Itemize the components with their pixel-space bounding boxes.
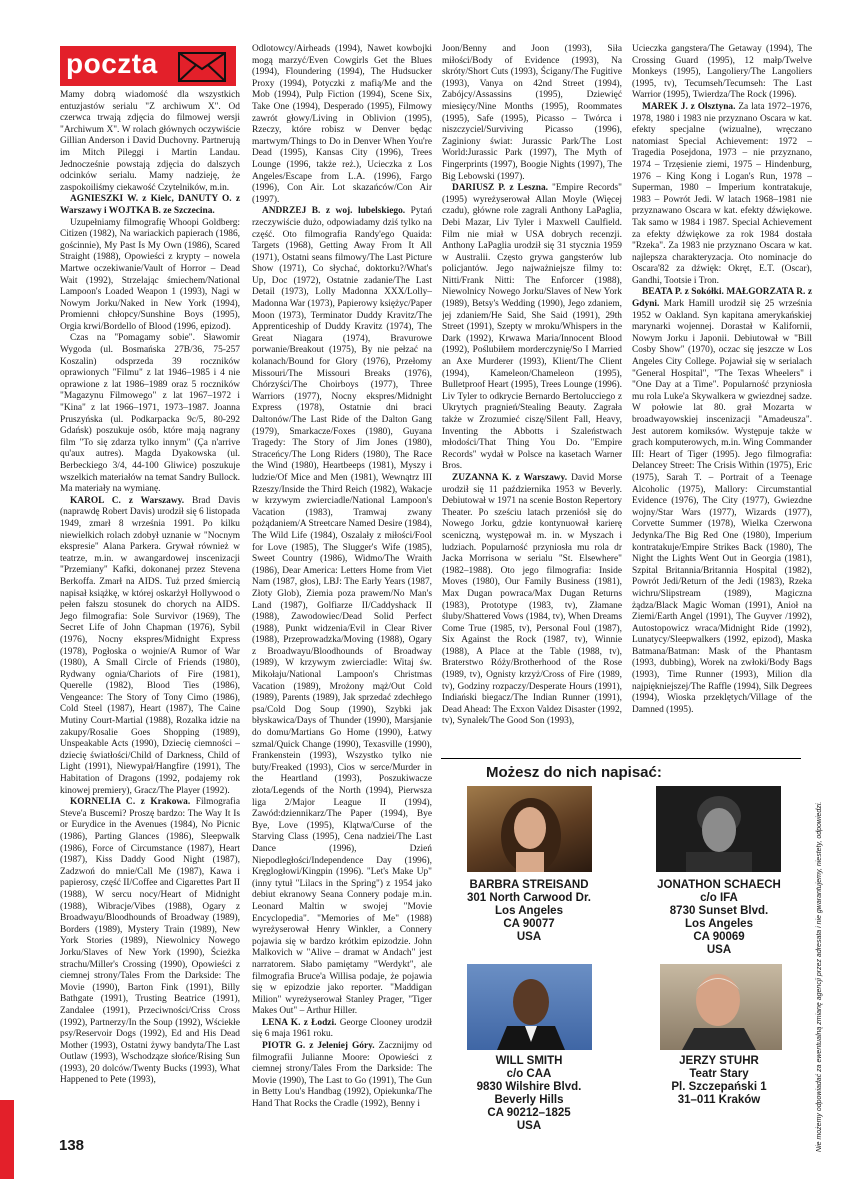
reader-name: BEATA P. z Sokółki. MAŁGORZATA R. z Gdyni.: [632, 287, 812, 310]
paragraph-text: Mark Hamill urodził się 25 września 1952 w Oakland. Syn kapitana amerykańskiej marynarki wojennej. Dorastał w Kalifornii, Nowym Jorku i Japonii. Debiutował w "Bill Cosby Show" (1970), oczac się jeszcze w Los Angeles City College. Pojawiał się w serialach "General Hospital", "The Texas Wheelers" i "One Day at a Time". Popularność przyniosła mu rola Luke'a Skywalkera w gwiezdnej sadze. W połowie lat 80. grał Mozarta w broadwayowskiej inscenizacji "Amadeusza". Jest autorem komiksów. Występuje także w grach komputerowych, m.in. Wing Commander III: Heart of Tiger (1995). Jego filmografia: Delancey Street: The Crisis Within (1975), Eric (1975), Sarah T. – Portrait of a Teenage Alcoholic (1975), Mallory: Circumstantial Evidence (1976), The City (1977), Gwiezdne wojny/Star Wars (1977), Wizards (1977), Corvette Summer (1978), Wielka Czerwona Jedynka/The Big Red One (1980), Imperium kontratakuje/Empire Strikes Back (1980), The Night the Lights Went Out in Georgia (1981), Szpital Britannia/Britannia Hospital (1982), Powrót Jedi/Return of the Jedi (1983), Rzeka wichru/Slipstream (1989), Magiczna żądza/Black Magic Woman (1991), Anioł na Ziemi/Earth Angel (1991), The Guyver /1992), Autostopowicz wraca/Midnight Ride (1992), Lunatycy/Sleepwalkers (1992, epizod), Maska Batmana/Batman: Mask of the Phantasm (1993, dubbing), Worek na zwłoki/Body Bags (1993), Time Runner (1993), Milion dla najpiękniejszej/The Raffle (1994), Silk Degrees (1994), Wioska przeklętych/Village of the Damned (1995).: [632, 299, 812, 715]
paragraph-text: Brad Davis (naprawdę Robert Davis) urodził się 6 listopada 1949, zmarł 8 września 1991. Po kilku niewielkich rolach zdobył uznanie w "Nocnym ekspresie" Alana Parkera. Grywał również w teatrze, m.in. w awangardowej inscenizacji "Przemiany" Kafki, dokonanej przez Stevena Berkoffa. Zmarł na AIDS. Tuż przed śmiercią napisał książkę, w której oskarżył Hollywood o pełen fałszu stosunek do chorych na AIDS. Jego filmografia: Sole Survivor (1969), The Secret Life of John Chapman (1976), Sybil (1976), Nocny ekspres/Midnight Express (1978), Pogłoska o wojnie/A Rumor of War (1980), A Small Circle of Friends (1980), Rydwany ognia/Chariots of Fire (1981), Querelle (1982), Blood Ties (1986), Vengeance: The Story of Tony Cimo (1986), Cold Steel (1987), Heart (1987), The Caine Mutiny Court-Martial (1988), Rozalka idzie na zakupy/Rosalie Goes Shopping (1989), Unspeakable Acts (1990), Dziecię ciemności – dziecię światłości/Child of Darkness, Child of Light (1991), Niewypał/Hangfire (1991), The Habitation of Dragons (1992, podajemy rok kinowej premiery), Gracz/The Player (1992).: [60, 495, 240, 796]
address-line: c/o CAA: [506, 1068, 552, 1080]
address-line: CA 90069: [693, 931, 745, 943]
paragraph: [60, 797, 240, 1087]
address-jonathon-schaech: [634, 879, 804, 957]
address-line: Los Angeles: [495, 905, 563, 917]
paragraph: [252, 206, 432, 1018]
photo-barbra-streisand: [467, 786, 592, 872]
paragraph: [632, 287, 812, 716]
paragraph: [60, 218, 240, 334]
address-will-smith: [444, 1055, 614, 1133]
text-column-1: [60, 90, 240, 1130]
paragraph-text: Uzupełniamy filmografię Whoopi Goldberg: Citizen (1982), Na wariackich papierach (1986, gościnnie), My Past Is My Own (1986), Scared Straight (1988), Opowieści z krypty – nowela Martwe oczekiwanie/Vault of Horror – Dead Wait (1992), Strzelając śmiechem/National Lampoon's Loaded Weapon 1 (1993), Nagi w Nowym Jorku/Naked in New York (1994), Promienni chłopcy/Sunshine Boys (1995), Orgia krwi/Bordello of Blood (1996, epizod).: [60, 217, 240, 332]
paragraph: [442, 44, 622, 183]
reader-name: AGNIESZKI W. z Kielc, DANUTY O. z Warszawy i WOJTKA B. ze Szczecina.: [60, 194, 240, 216]
reader-name: DARIUSZ P. z Leszna.: [452, 183, 549, 194]
paragraph-text: Za lata 1972–1976, 1978, 1980 i 1983 nie przyznano Oscara w kat. efekty specjalne (wizualne), wręczano natomiast Special Achievement: 1972 – Tragedia Posejdona, 1973 – nie przyznano, 1974 – Trzęsienie ziemi, 1975 – Hindenburg, 1976 – King Kong i Logan's Run, 1978 – Superman, 1980 – Imperium kontratakuje, 1983 – Powrót Jedi. W latach 1968–1981 nie przyznawano Oscara w kat. efekty dźwiękowe. Tak samo w 1984 i 1987. Special Achievement za efekty dźwiękowe za rok 1984 dostała "Rzeka". Za 1983 nie przyznano Oscara w kat. najlepsza charakteryzacja. Oto nominacje do Oscara'82 za dźwięk: Okręt, E.T. (Oscar), Gandhi, Tootsie i Tron.: [632, 101, 812, 286]
paragraph-text: Zacznijmy od filmografii Julianne Moore: Opowieści z ciemnej strony/Tales From the Darkside: The Movie (1990), The Last to Go (1991), The Gun in Betty Lou's Handbag (1992), Opiekunka/The Hand That Rocks the Cradle (1992), Benny i: [252, 1041, 432, 1110]
address-barbra-streisand: [444, 879, 614, 944]
paragraph: [60, 496, 240, 797]
reader-name: KAROL C. z Warszawy.: [70, 495, 185, 506]
address-line: Beverly Hills: [494, 1094, 564, 1106]
paragraph: [442, 183, 622, 473]
reader-name: ANDRZEJ B. z woj. lubelskiego.: [262, 206, 406, 217]
section-title: poczta: [66, 48, 158, 79]
paragraph: [60, 90, 240, 194]
page-edge-marker: [0, 1100, 14, 1179]
paragraph-text: Joon/Benny and Joon (1993), Siła miłości/Body of Evidence (1993), Na skróty/Short Cuts (1993), Ścigany/The Fugitive (1993), Vanya on 42nd Street (1994), Zabójcy/Assassins (1995), Dziewięć miesięcy/Nine Months (1995), Roommates (1995), Safe (1995), Picasso – Twórca i niszczyciel/Surviving Picasso (1996), Zaginiony świat: Jurassic Park/The Lost World:Jurassic Park (1997), The Myth of Fingerprints (1997), Boogie Nights (1997), The Big Lebowski (1997).: [442, 44, 622, 182]
address-line: CA 90077: [503, 918, 555, 930]
address-name: JERZY STUHR: [679, 1055, 759, 1067]
paragraph-text: Mamy dobrą wiadomość dla wszystkich entuzjastów serialu "Z archiwum X". Od czerwca trwają zdjęcia do filmowej wersji "Archiwum X". W rolach głównych oczywiście Gillian Anderson i David Duchovny. Partnerują im Mitch Pileggi i Martin Landau. Jednocześnie powstają zdjęcia do dalszych odcinków serialu. Mamy nadzieję, że zaspokoiliśmy ciekawość Czytelników, m.in.: [60, 90, 240, 193]
text-column-2: [252, 44, 432, 1144]
reader-name: LENA K. z Łodzi.: [262, 1017, 337, 1028]
address-jerzy-stuhr: [634, 1055, 804, 1107]
reader-name: MAREK J. z Olsztyna.: [642, 101, 736, 112]
address-name: BARBRA STREISAND: [469, 879, 589, 891]
photo-jerzy-stuhr: [660, 964, 782, 1050]
photo-jonathon-schaech: [656, 786, 781, 872]
address-line: USA: [516, 931, 542, 943]
address-line: Teatr Stary: [689, 1068, 749, 1080]
portrait-icon: [467, 964, 592, 1050]
address-line: USA: [516, 1120, 542, 1132]
paragraph-text: George Clooney urodził się 6 maja 1961 roku.: [252, 1017, 432, 1040]
paragraph-text: "Empire Records" (1995) wyreżyserował Allan Moyle (Więcej czadu), główne role zagrali Anthony LaPaglia, Debi Mazar, Liv Tyler i Maxwell Caulfield. Film nie miał w USA dobrych recenzji. Anthony LaPaglia urodził się 31 stycznia 1959 w Australii. Często grywa gangsterów lub policjantów. Jego najważniejsze filmy to: Nitti/Frank Nitti: The Enforcer (1988), Niewolnicy Nowego Jorku/Slaves of New York (1989), Betsy's Wedding (1990), Jego zdaniem, jej zdaniem/He Said, She Said (1991), 29th Street (1991), Szepty w mroku/Whispers in the Dark (1992), Krwawa Maria/Innocent Blood (1992), Poślubiłem morderczynię/So I Married an Axe Murderer (1993), Klient/The Client (1994), Kameleon/Chameleon (1995), Bulletproof Heart (1995), Trees Lounge (1996). Liv Tyler to odkrycie Bernardo Bertolucciego z Ukrytych pragnień/Stealing Beauty. Zagrała także w Zrozumieć ciszę/Silent Fall, Heavy, Inventing the Abbotts i Szaleństwach młodości/That Thing You Do. "Empire Records" wydał w Polsce na kasetach Warner Bros.: [442, 183, 622, 472]
reader-name: KORNELIA C. z Krakowa.: [70, 797, 191, 808]
address-divider: [441, 758, 801, 759]
paragraph-text: Filmografia Steve'a Buscemi? Proszę bardzo: The Way It Is or Eurydice in the Avenues (1984), No Picnic (1986), Parting Glances (1986), Sleepwalk (1986), Force of Circumstance (1987), Heart (1987), Kiss Daddy Good Night (1987), Zadzwoń do mnie/Call Me (1987), Kawa i papierosy, część II/Coffee and Cigarettes Part II (1988), W sercu nocy/Heart of Midnight (1988), Wibracje/Vibes (1988), Ogary z Broadwayu/Bloodhounds of Broadway (1989), Borders (1989), Mystery Train (1989), New York Stories (1989), Niewolnicy Nowego Jorku/Slaves of New York (1990), Ścieżka strachu/Miller's Crossing (1990), Opowieści z ciemnej strony/Tales From the Darkside: The Movie (1990), Barton Fink (1991), Billy Bathgate (1991), Trusting Beatrice (1991), Zandalee (1991), Przeciwności/Criss Cross (1992), Partnerzy/In the Soup (1992), Wściekłe psy/Reservoir Dogs (1992), Ed and His Dead Mother (1993), Ostatni żywy bandyta/The Last Outlaw (1993), Wschodząze słońce/Rising Sun (1993), 20 dolców/Twenty Bucks (1993), What Happened to Pete (1993),: [60, 797, 240, 1086]
address-line: c/o IFA: [700, 892, 738, 904]
portrait-icon: [656, 786, 781, 872]
reader-name: PIOTR G. z Jeleniej Góry.: [262, 1041, 375, 1052]
text-column-3: [442, 44, 622, 754]
paragraph: [60, 333, 240, 495]
address-line: Pl. Szczepański 1: [671, 1081, 767, 1093]
address-line: 8730 Sunset Blvd.: [669, 905, 769, 917]
paragraph: [252, 44, 432, 206]
reader-name: ZUZANNA K. z Warszawy.: [452, 472, 568, 483]
paragraph: [632, 102, 812, 288]
paragraph: [60, 194, 240, 217]
address-line: CA 90212–1825: [487, 1107, 571, 1119]
text-column-4: [632, 44, 812, 754]
paragraph: [442, 473, 622, 728]
address-line: USA: [706, 944, 732, 956]
address-line: 31–011 Kraków: [677, 1094, 761, 1106]
paragraph: [252, 1018, 432, 1041]
paragraph-text: Czas na "Pomagamy sobie". Sławomir Wygoda (ul. Bosmańska 27B/36, 75-257 Koszalin) odsprzeda 39 roczników oprawionych "Filmu" z lat 1946–1985 i 4 nie oprawione z lat 1986–1989 oraz 5 roczników "Magazynu Filmowego" z lat 1967–1972 i "Kina" z lat 1966–1971, 1973–1987. Joanna Pruszyńska (ul. Podkarpacka 9c/5, 80-292 Gdańsk) poszukuje osób, które mają nagrany film "To się zdarza tylko innym" (Ça n'arrive qu'aux autres). Magda Dyakowska (ul. Berbeckiego 3/4, 44-100 Gliwice) poszukuje wszelkich materiałów na temat Sandry Bullock. Ma materiały na wymianę.: [60, 333, 240, 495]
paragraph-text: Odlotowcy/Airheads (1994), Nawet kowbojki mogą marzyć/Even Cowgirls Get the Blues (1994), Floundering (1994), The Hudsucker Proxy (1994), Potyczki z mafią/Me and the Mob (1994), Pulp Fiction (1994), Scene Six, Take One (1994), Desperado (1995), Filmowy zawrót głowy/Living in Oblivion (1995), Rzeczy, które robisz w Denver będąc martwym/Things to Do in Denver When You're Dead (1995), Kansas City (1996), Trees Lounge (1996, także reż.), Ucieczka z Los Angeles/Escape from L.A. (1996), Fargo (1996), Con Air. Lot skazańców/Con Air (1997).: [252, 44, 432, 205]
paragraph-text: Pytań rzeczywiście dużo, odpowiadamy dziś tylko na część. Oto filmografia Randy'ego Quaida: Targets (1968), Getting Away From It All (1971), Ostatni seans filmowy/The Last Picture Show (1971), Co słychać, doktorku?/What's Up, Doc (1972), Ostatnie zadanie/The Last Detail (1973), Lolly Madonna XXX/Lolly–Madonna War (1973), Papierowy księżyc/Paper Moon (1973), Terminator Duddy Kravitz/The Apprenticeship of Duddy Kravitz (1974), The Great Niagara (1974), Bravurowe porwanie/Breakout (1975), By nie pełzać na kolanach/Bound for Glory (1976), Przełomy Missouri/The Missouri Breaks (1976), Chórzyści/The Choirboys (1977), Three Warriors (1977), Nocny ekspres/Midnight Express (1978), Ostatnie dni braci Daltonów/The Last Ride of the Dalton Gang (1979), Smarkacze/Foxes (1980), Guyana Tragedy: The Story of Jim Jones (1980), Straceńcy/The Long Riders (1980), The Race the Wind (1980), Heartbeeps (1981), Myszy i ludzie/Of Mice and Men (1981), Wewnątrz III Rzeszy/Inside the Third Reich (1982), Wakacje w krzywym zwierciadle/National Lampoon's Vacation (1983), Tramwaj zwany pożądaniem/A Streetcare Named Desire (1984), The Wild Life (1984), Oszalały z miłości/Fool for Love (1985), The Slugger's Wife (1985), Sweet Country (1986), Widmo/The Wraith (1986), Dear America: Letters Home from Viet Nam (1987, głos), LBJ: The Early Years (1987, Złoty Glob), Ziemia poza prawem/No Man's Land (1987), Golfiarze II/Caddyshack II (1988), Zawodowiec/Dead Solid Perfect (1988), Punkt widzenia/Evil in Clear River (1988), Przeprowadzka/Moving (1988), Ogary z Broadwayu/Bloodhounds of Broadway (1989), W krzywym zwierciadle: Witaj św. Mikołaju/National Lampoon's Christmas Vacation (1989), Mrożony mąż/Out Cold (1989), Parents (1989), Jak sprzedać zdechłego psa/Cold Dog Soup (1990), Szybki jak błyskawica/Days of Thunder (1990), Marsjanie do domu/Martians Go Home (1990), Łatwy szmal/Quick Change (1990), Texasville (1990), Frankenstein (1993), Wszystko tylko nie buty/Freaked (1993), Cios w serce/Murder in the Heartland (1993), Poszukiwacze złota/Legends of the North (1994), Pierwsza liga 2/Major League II (1994), Zawód:dziennikarz/The Paper (1994), Bye Bye, Love (1995), Klątwa/Curse of the Starving Class (1995), Cena nadziei/The Last Dance (1996), Dzień Niepodległości/Independence Day (1996), Kręglogłowi/Kingpin (1996). "Let's Make Up" (inny tytuł "Lilacs in the Spring") z 1954 jako debiut ekranowy Seana Connery podaje m.in. Leonard Maltin w swojej "Movie Encyclopedia". "Memories of Me" (1988) wyreżyserował Henry Winkler, a Connery pojawia się w bardzo krótkim epizodzie. John Malkovich w "Alive – dramat w Andach" jest narratorem. Słabo pamiętamy "Werdykt", ale filmografia Bruce'a Willisa podaje, że pojawia się w epizodzie jako reporter. "Maddigan Milion" wyreżyserował Stanley Prager, "Tiger Makes Out" – Arthur Hiller.: [252, 206, 432, 1017]
address-line: 9830 Wilshire Blvd.: [476, 1081, 582, 1093]
address-name: WILL SMITH: [495, 1055, 563, 1067]
portrait-icon: [467, 786, 592, 872]
portrait-icon: [660, 964, 782, 1050]
photo-will-smith: [467, 964, 592, 1050]
section-header: [60, 46, 236, 86]
address-name: JONATHON SCHAECH: [657, 879, 781, 891]
paragraph-text: Ucieczka gangstera/The Getaway (1994), The Crossing Guard (1995), 12 małp/Twelve Monkeys (1995), Langoliery/The Langoliers (1995, tv), Tecumseh/Tecumseh: The Last Warrior (1995), Twierdza/The Rock (1996).: [632, 44, 812, 101]
paragraph: [252, 1041, 432, 1111]
disclaimer-note: Nie możemy odpowiadać za ewentualną zmianę agencji przez adresata i nie gwarantujemy, niestety, odpowiedzi.: [816, 801, 823, 1152]
address-line: Los Angeles: [685, 918, 753, 930]
page-number: 138: [59, 1137, 85, 1154]
address-line: 301 North Carwood Dr.: [467, 892, 591, 904]
paragraph: [632, 44, 812, 102]
address-section-title: Możesz do nich napisać:: [486, 764, 662, 781]
envelope-icon: [178, 52, 226, 82]
paragraph-text: David Morse urodził się 11 października 1953 w Beverly. Debiutował w 1971 na scenie Boston Repertory Theater. Po sześciu latach przeniósł się do Nowego Jorku, gdzie kontynuował karierę sceniczną, występował m. in. w Myszach i ludziach. Popularność przyniosła mu rola dr Jacka Morrisona w serialu "St. Elsewhere" (1982–1988). Oto jego filmografia: Inside Moves (1980), Our Family Business (1981), Max Dugan powraca/Max Dugan Returns (1983), Prototype (1983, tv), Złamane śluby/Shattered Vows (1984, tv), When Dreams Come True (1985, tv), Personal Foul (1987), Six Against the Rock (1987, tv), Winnie (1988), A Place at the Table (1988, tv), Braterstwo Róży/Brotherhood of the Rose (1989, tv), Ognisty krzyż/Cross of Fire (1989, tv), Godziny rozpaczy/Desperate Hours (1991), Indiański biegacz/The Indian Runner (1991), Dead Ahead: The Exxon Valdez Disaster (1992, tv), Synalek/The Good Son (1993),: [442, 472, 622, 727]
